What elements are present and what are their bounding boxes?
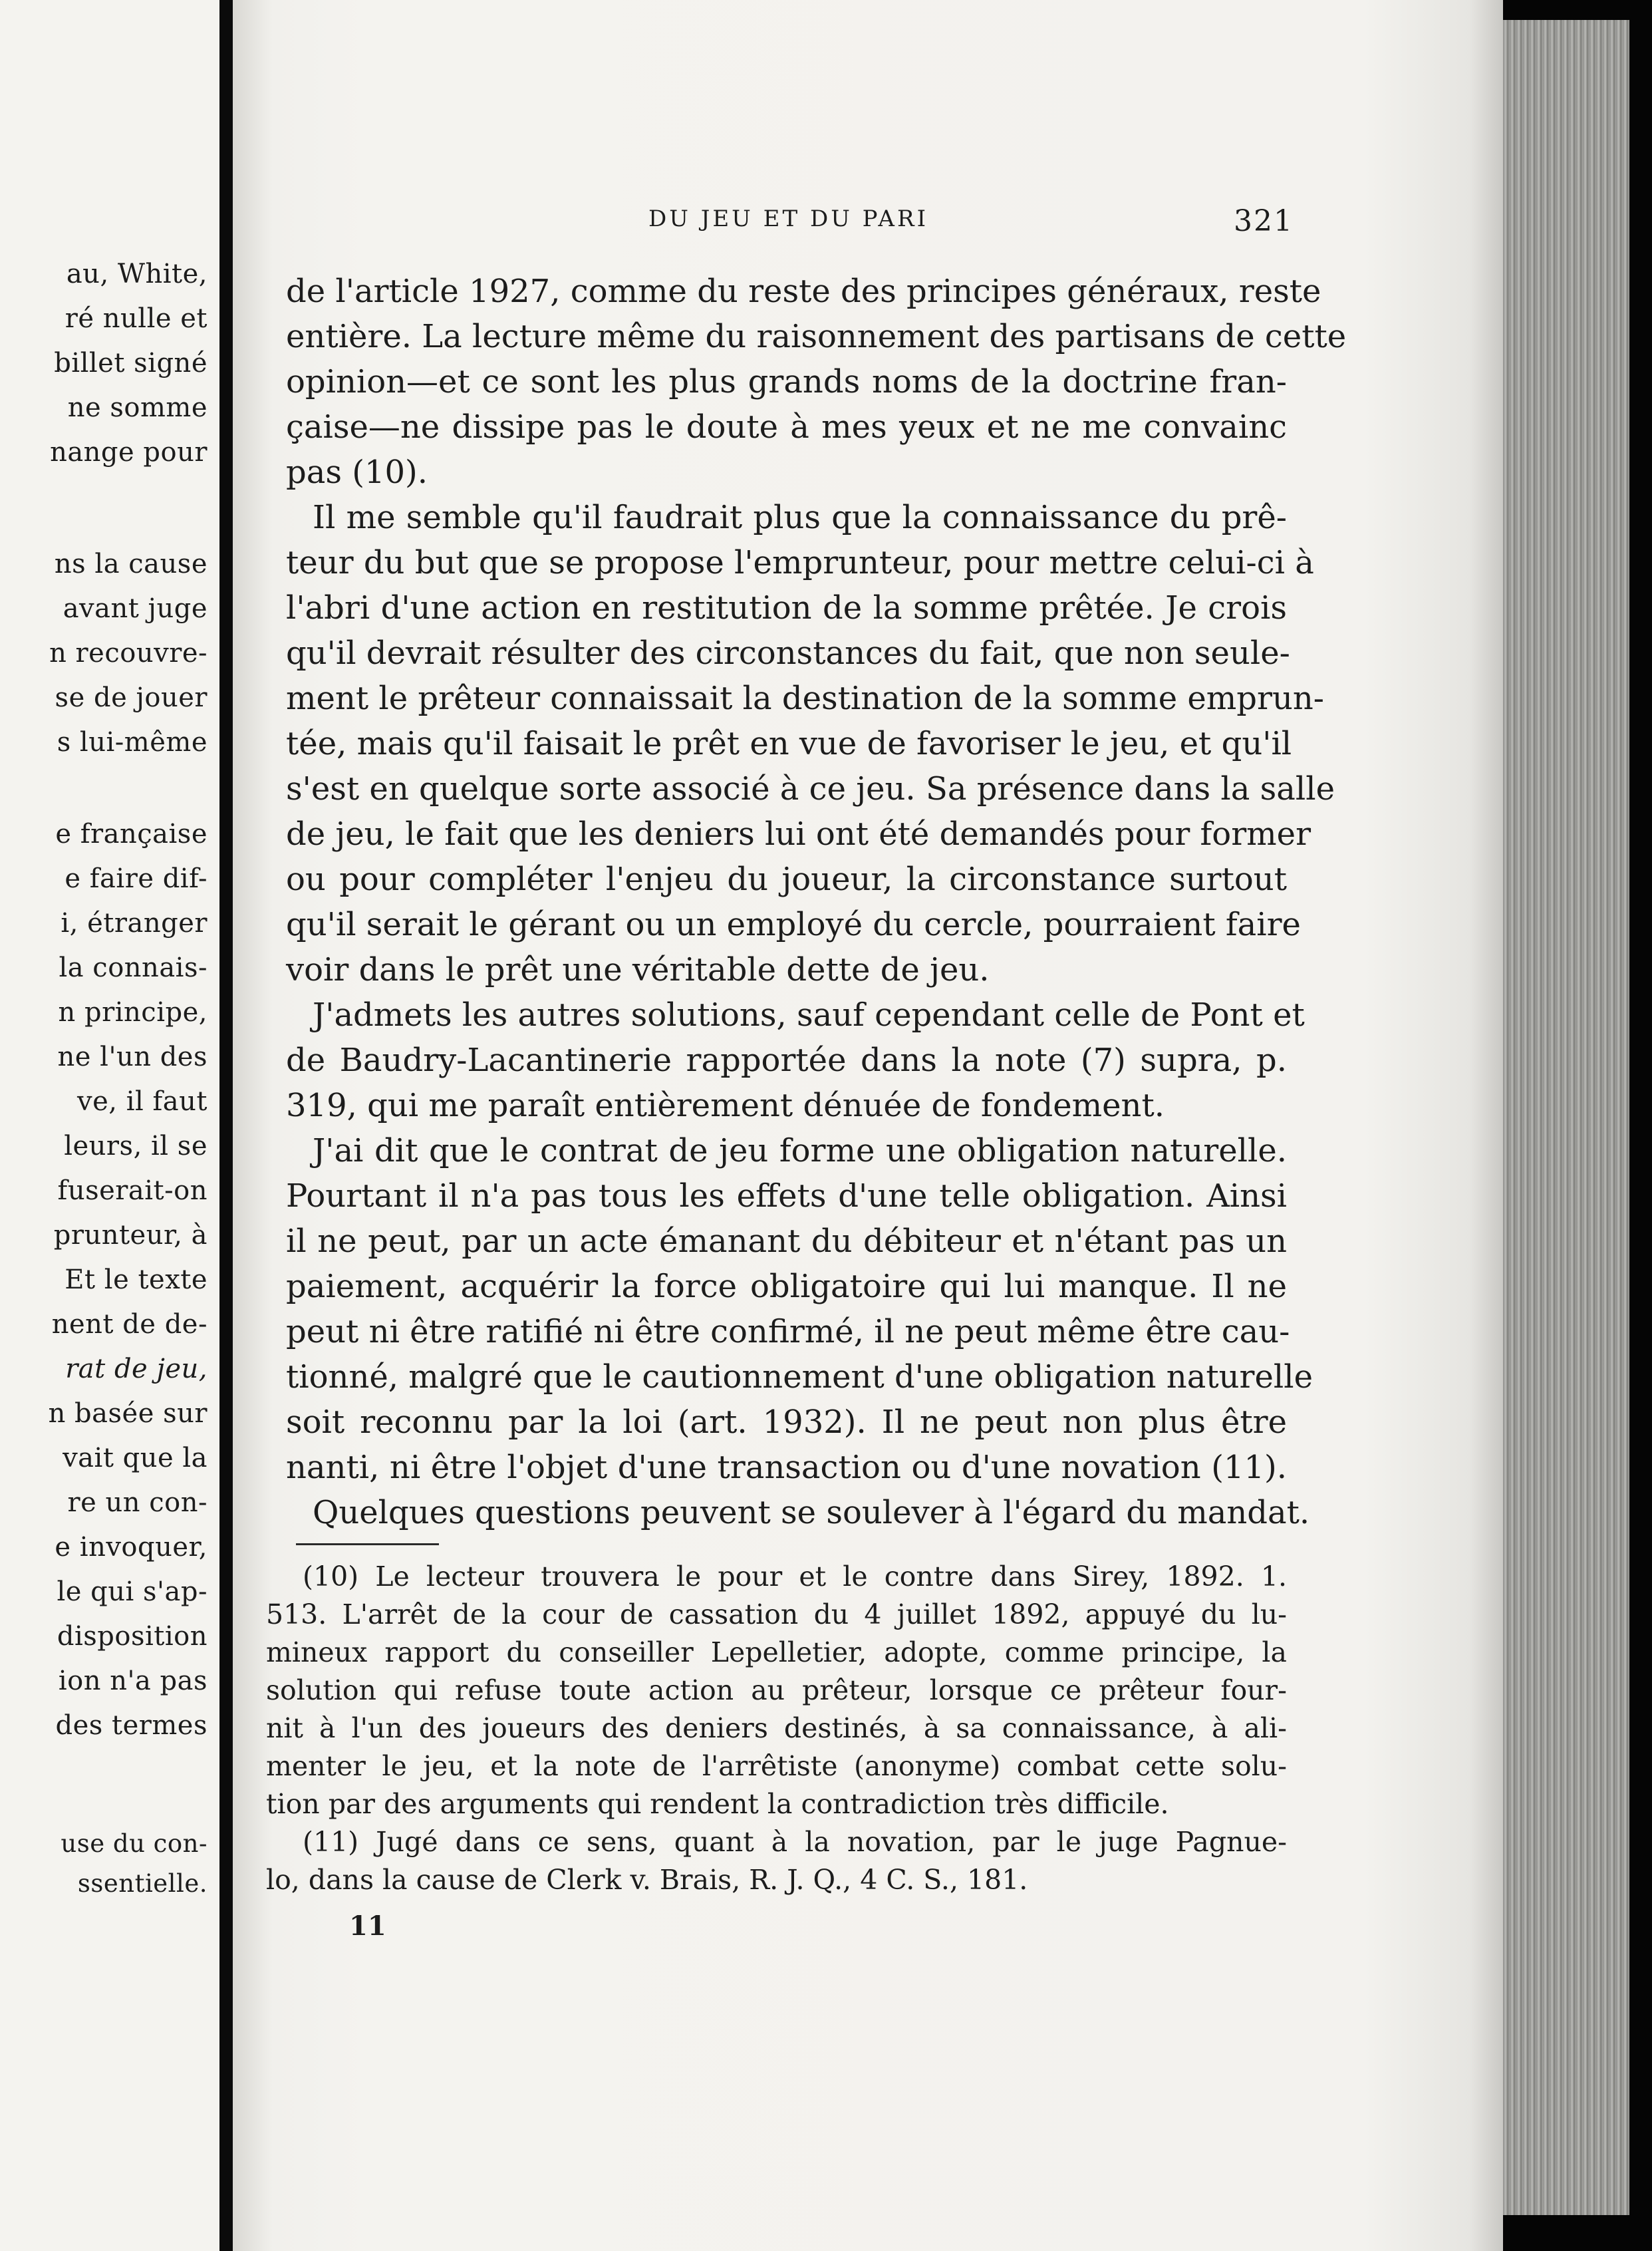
facing-page-line: e française xyxy=(55,819,207,849)
facing-page-line: s lui-même xyxy=(57,727,207,758)
facing-page-line: i, étranger xyxy=(61,908,207,939)
facing-page-line: e faire dif- xyxy=(65,863,207,894)
footnotes xyxy=(266,1558,1287,1899)
text-line: qu'il devrait résulter des circonstances du fait, que non seule- xyxy=(286,635,1290,672)
running-title: DU JEU ET DU PARI xyxy=(648,206,928,232)
facing-page-line: ré nulle et xyxy=(65,303,207,334)
text-line: nanti, ni être l'objet d'une transaction ou d'une novation (11). xyxy=(286,1449,1287,1486)
facing-page-line: leurs, il se xyxy=(64,1131,207,1161)
footnote-line: mineux rapport du conseiller Lepelletier, adopte, comme principe, la xyxy=(266,1636,1287,1668)
facing-page-line: rat de jeu, xyxy=(65,1354,207,1384)
text-line: 319, qui me paraît entièrement dénuée de fondement. xyxy=(286,1087,1165,1124)
text-line: ou pour compléter l'enjeu du joueur, la circonstance surtout xyxy=(286,861,1287,898)
facing-page-line: ion n'a pas xyxy=(58,1666,207,1696)
text-line: s'est en quelque sorte associé à ce jeu. Sa présence dans la salle xyxy=(286,770,1335,808)
text-line: qu'il serait le gérant ou un employé du cercle, pourraient faire xyxy=(286,906,1301,943)
text-line: Pourtant il n'a pas tous les effets d'une telle obligation. Ainsi xyxy=(286,1177,1287,1215)
body-text xyxy=(286,269,1347,1535)
signature-mark: 11 xyxy=(349,1910,386,1942)
facing-page-line: n basée sur xyxy=(48,1398,207,1429)
text-line: l'abri d'une action en restitution de la somme prêtée. Je crois xyxy=(286,589,1287,627)
footnote-line: nit à l'un des joueurs des deniers destinés, à sa connaissance, à ali- xyxy=(266,1712,1287,1744)
text-line: voir dans le prêt une véritable dette de jeu. xyxy=(286,951,990,988)
facing-page-line: ve, il faut xyxy=(77,1086,207,1117)
text-line: il ne peut, par un acte émanant du débiteur et n'étant pas un xyxy=(286,1223,1287,1260)
text-line: ment le prêteur connaissait la destination de la somme emprun- xyxy=(286,680,1325,717)
text-line: pas (10). xyxy=(286,454,428,491)
text-line: J'admets les autres solutions, sauf cependant celle de Pont et xyxy=(313,996,1305,1034)
text-line: çaise—ne dissipe pas le doute à mes yeux et ne me convainc xyxy=(286,408,1287,446)
text-line: Quelques questions peuvent se soulever à l'égard du mandat. xyxy=(313,1494,1310,1531)
text-line: Il me semble qu'il faudrait plus que la connaissance du prê- xyxy=(313,499,1287,536)
facing-page-line: la connais- xyxy=(59,953,207,983)
facing-page-line: billet signé xyxy=(54,348,207,378)
footnote-line: menter le jeu, et la note de l'arrêtiste (anonyme) combat cette solu- xyxy=(266,1750,1287,1782)
footnote-rule xyxy=(296,1543,439,1545)
facing-page-line: se de jouer xyxy=(55,682,207,713)
facing-page-line: nent de de- xyxy=(51,1309,207,1340)
footnote-line: lo, dans la cause de Clerk v. Brais, R. J. Q., 4 C. S., 181. xyxy=(266,1864,1028,1896)
facing-page-line: avant juge xyxy=(63,593,207,624)
page-block-edge xyxy=(1503,20,1629,2215)
facing-page-line: n recouvre- xyxy=(49,638,207,669)
scan-background xyxy=(1629,0,1652,2251)
footnote-line: (11) Jugé dans ce sens, quant à la novation, par le juge Pagnue- xyxy=(303,1826,1287,1858)
facing-page-line: disposition xyxy=(57,1621,207,1652)
facing-page-line: au, White, xyxy=(66,259,207,289)
facing-page-line: ssentielle. xyxy=(77,1869,207,1898)
facing-page-line: ns la cause xyxy=(54,549,207,579)
facing-page-line: use du con- xyxy=(61,1829,207,1858)
footnote-line: tion par des arguments qui rendent la contradiction très difficile. xyxy=(266,1788,1169,1820)
text-line: teur du but que se propose l'emprunteur, pour mettre celui-ci à xyxy=(286,544,1314,581)
facing-page-left xyxy=(0,0,219,2251)
page-number: 321 xyxy=(1234,204,1294,238)
text-line: paiement, acquérir la force obligatoire qui lui manque. Il ne xyxy=(286,1268,1287,1305)
book-gutter xyxy=(219,0,233,2251)
facing-page-line: e invoquer, xyxy=(55,1532,207,1563)
facing-page-line: ne somme xyxy=(67,392,207,423)
facing-page-line: re un con- xyxy=(67,1487,207,1518)
text-line: peut ni être ratifié ni être confirmé, il ne peut même être cau- xyxy=(286,1313,1290,1350)
text-line: J'ai dit que le contrat de jeu forme une obligation naturelle. xyxy=(313,1132,1287,1169)
facing-page-line: vait que la xyxy=(63,1443,207,1473)
text-line: tionné, malgré que le cautionnement d'une obligation naturelle xyxy=(286,1358,1313,1396)
facing-page-line: fuserait-on xyxy=(57,1175,207,1206)
text-line: soit reconnu par la loi (art. 1932). Il ne peut non plus être xyxy=(286,1404,1287,1441)
facing-page-line: Et le texte xyxy=(65,1265,207,1295)
text-line: de Baudry-Lacantinerie rapportée dans la note (7) supra, p. xyxy=(286,1042,1287,1079)
text-line: entière. La lecture même du raisonnement des partisans de cette xyxy=(286,318,1347,355)
text-line: tée, mais qu'il faisait le prêt en vue de favoriser le jeu, et qu'il xyxy=(286,725,1292,762)
facing-page-line: prunteur, à xyxy=(53,1220,207,1251)
footnote-line: (10) Le lecteur trouvera le pour et le contre dans Sirey, 1892. 1. xyxy=(303,1561,1287,1592)
text-line: opinion—et ce sont les plus grands noms de la doctrine fran- xyxy=(286,363,1287,400)
footnote-line: solution qui refuse toute action au prêteur, lorsque ce prêteur four- xyxy=(266,1674,1287,1706)
facing-page-line: ne l'un des xyxy=(57,1042,207,1072)
facing-page-line: n principe, xyxy=(58,997,207,1028)
footnote-line: 513. L'arrêt de la cour de cassation du 4 juillet 1892, appuyé du lu- xyxy=(266,1598,1287,1630)
running-head xyxy=(409,204,1294,237)
facing-page-line: nange pour xyxy=(50,437,207,468)
text-line: de jeu, le fait que les deniers lui ont été demandés pour former xyxy=(286,816,1311,853)
facing-page-line: des termes xyxy=(55,1710,207,1741)
text-line: de l'article 1927, comme du reste des principes généraux, reste xyxy=(286,273,1321,310)
facing-page-line: le qui s'ap- xyxy=(57,1576,207,1607)
